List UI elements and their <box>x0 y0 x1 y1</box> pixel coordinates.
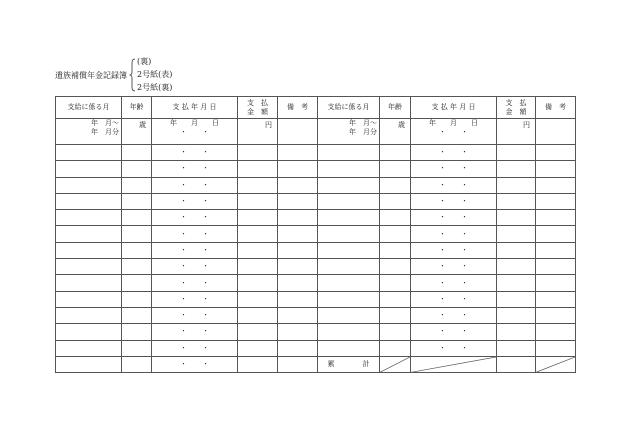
amount-cell <box>497 259 536 275</box>
age-cell <box>380 193 411 209</box>
age-cell <box>122 193 152 209</box>
age-cell <box>380 145 411 161</box>
date-dots <box>432 344 476 352</box>
month-cell <box>56 275 122 291</box>
date-cell <box>411 177 497 193</box>
dot: ・ <box>202 197 209 206</box>
pension-ledger-table <box>55 96 576 373</box>
amount-cell <box>238 177 278 193</box>
dot: ・ <box>202 343 209 352</box>
dot: ・ <box>439 213 446 222</box>
amount-cell <box>497 307 536 323</box>
dot: ・ <box>180 180 187 189</box>
amount-cell <box>497 356 536 372</box>
amount-cell <box>497 340 536 356</box>
month-cell <box>56 324 122 340</box>
dot: ・ <box>202 213 209 222</box>
date-cell <box>152 210 238 226</box>
age-cell <box>122 226 152 242</box>
date-cell <box>152 340 238 356</box>
notes-cell <box>536 193 576 209</box>
col-header-age: 年齢 <box>380 97 411 119</box>
age-cell <box>380 226 411 242</box>
date-dots <box>173 279 217 287</box>
notes-cell <box>278 193 318 209</box>
age-cell <box>122 177 152 193</box>
amount-cell <box>497 324 536 340</box>
dot: ・ <box>439 327 446 336</box>
notes-cell <box>278 161 318 177</box>
age-cell <box>380 119 411 145</box>
amount-cell <box>238 356 278 372</box>
dot: ・ <box>202 180 209 189</box>
dot: ・ <box>439 180 446 189</box>
amount-cell <box>238 210 278 226</box>
age-cell <box>122 307 152 323</box>
col-header-amount <box>238 97 278 119</box>
month-cell <box>318 193 380 209</box>
notes-cell <box>536 324 576 340</box>
date-cell <box>152 193 238 209</box>
date-dots <box>432 295 476 303</box>
date-cell <box>411 161 497 177</box>
amount-label-1: 支 払 <box>247 98 268 107</box>
table-row <box>56 177 576 193</box>
notes-cell <box>536 275 576 291</box>
date-dots <box>173 181 217 189</box>
total-row <box>56 356 576 372</box>
amount-cell <box>497 226 536 242</box>
dot: ・ <box>461 327 468 336</box>
date-dots <box>432 262 476 270</box>
col-header-month: 支給に係る月 <box>56 97 122 119</box>
date-dots <box>173 344 217 352</box>
date-dots <box>432 230 476 238</box>
col-header-date: 支 払 年 月 日 <box>152 97 238 119</box>
date-cell <box>152 324 238 340</box>
dot: ・ <box>439 245 446 254</box>
date-cell <box>152 161 238 177</box>
date-cell <box>411 340 497 356</box>
dot: ・ <box>439 128 446 136</box>
date-cell <box>411 210 497 226</box>
age-cell <box>380 307 411 323</box>
date-dots <box>173 311 217 319</box>
notes-cell <box>536 259 576 275</box>
dot: ・ <box>180 262 187 271</box>
notes-cell <box>536 145 576 161</box>
notes-cell <box>278 356 318 372</box>
date-cell <box>411 193 497 209</box>
date-dots <box>432 128 476 136</box>
month-cell <box>56 193 122 209</box>
date-cell <box>152 145 238 161</box>
dot: ・ <box>180 164 187 173</box>
dot: ・ <box>461 343 468 352</box>
amount-cell <box>238 119 278 145</box>
month-cell <box>56 356 122 372</box>
amount-cell <box>497 275 536 291</box>
notes-cell <box>278 210 318 226</box>
month-cell <box>56 340 122 356</box>
date-cell <box>411 119 497 145</box>
header-line-3: 2号紙(裏) <box>137 83 173 92</box>
age-cell <box>380 210 411 226</box>
date-dots <box>432 197 476 205</box>
dot: ・ <box>202 262 209 271</box>
notes-cell <box>536 242 576 258</box>
notes-cell <box>278 226 318 242</box>
dot: ・ <box>202 128 209 136</box>
date-cell <box>152 242 238 258</box>
dot: ・ <box>439 229 446 238</box>
dot: ・ <box>180 327 187 336</box>
date-cell <box>152 259 238 275</box>
notes-cell <box>278 307 318 323</box>
dot: ・ <box>202 245 209 254</box>
dot: ・ <box>461 245 468 254</box>
age-cell <box>380 259 411 275</box>
dot: ・ <box>439 148 446 157</box>
date-cell <box>411 259 497 275</box>
amount-cell <box>497 145 536 161</box>
header-line-2: 2号紙(表) <box>137 70 173 79</box>
col-header-month: 支給に係る月 <box>318 97 380 119</box>
dot: ・ <box>439 278 446 287</box>
diagonal-strike <box>380 357 410 372</box>
date-dots <box>173 128 217 136</box>
total-label: 累 計 <box>318 356 380 372</box>
month-cell <box>56 242 122 258</box>
month-cell <box>56 226 122 242</box>
age-cell <box>380 177 411 193</box>
table-row <box>56 226 576 242</box>
total-date-struck-cell <box>411 356 497 372</box>
amount-cell <box>497 242 536 258</box>
table-row <box>56 119 576 145</box>
header-row <box>56 97 576 119</box>
amount-cell <box>238 226 278 242</box>
date-cell <box>411 291 497 307</box>
notes-cell <box>536 291 576 307</box>
date-dots <box>432 246 476 254</box>
notes-cell <box>536 177 576 193</box>
notes-cell <box>278 259 318 275</box>
date-dots <box>173 230 217 238</box>
month-cell <box>318 324 380 340</box>
amount-cell <box>497 193 536 209</box>
dot: ・ <box>180 245 187 254</box>
notes-cell <box>536 119 576 145</box>
amount-label-2: 金 額 <box>505 107 527 116</box>
date-dots <box>432 164 476 172</box>
dot: ・ <box>439 262 446 271</box>
age-cell <box>380 275 411 291</box>
amount-cell <box>238 324 278 340</box>
month-cell <box>56 177 122 193</box>
table-row <box>56 210 576 226</box>
amount-cell <box>238 161 278 177</box>
dot: ・ <box>202 294 209 303</box>
date-cell <box>152 356 238 372</box>
dot: ・ <box>202 164 209 173</box>
dot: ・ <box>461 278 468 287</box>
notes-cell <box>278 177 318 193</box>
date-cell <box>411 242 497 258</box>
month-cell <box>318 226 380 242</box>
dot: ・ <box>180 294 187 303</box>
age-unit: 歳 <box>398 121 405 129</box>
table-row <box>56 275 576 291</box>
month-cell <box>318 119 380 145</box>
dot: ・ <box>180 229 187 238</box>
month-cell <box>56 307 122 323</box>
yen-unit: 円 <box>265 121 272 129</box>
dot: ・ <box>461 294 468 303</box>
date-dots <box>432 148 476 156</box>
date-dots <box>173 295 217 303</box>
month-cell <box>56 161 122 177</box>
col-header-age: 年齢 <box>122 97 152 119</box>
age-cell <box>122 340 152 356</box>
dot: ・ <box>461 180 468 189</box>
date-dots <box>173 246 217 254</box>
amount-label-1: 支 払 <box>505 98 527 107</box>
dot: ・ <box>180 343 187 352</box>
date-dots <box>432 327 476 335</box>
notes-cell <box>278 340 318 356</box>
dot: ・ <box>180 213 187 222</box>
dot: ・ <box>461 128 468 136</box>
age-cell <box>122 259 152 275</box>
month-from: 年 月～ <box>91 119 119 127</box>
month-cell <box>318 210 380 226</box>
date-units: 年 月 日 <box>429 119 478 127</box>
age-cell <box>122 275 152 291</box>
amount-cell <box>238 291 278 307</box>
month-cell <box>56 259 122 275</box>
dot: ・ <box>439 197 446 206</box>
date-dots <box>173 327 217 335</box>
dot: ・ <box>180 311 187 320</box>
age-cell <box>380 324 411 340</box>
age-unit: 歳 <box>139 121 146 129</box>
dot: ・ <box>461 262 468 271</box>
dot: ・ <box>202 229 209 238</box>
age-cell <box>380 242 411 258</box>
table-row <box>56 161 576 177</box>
total-age-struck-cell <box>380 356 411 372</box>
dot: ・ <box>180 148 187 157</box>
col-header-date: 支 払 年 月 日 <box>411 97 497 119</box>
col-header-notes: 備 考 <box>278 97 318 119</box>
date-cell <box>411 275 497 291</box>
notes-cell <box>278 242 318 258</box>
dot: ・ <box>439 164 446 173</box>
dot: ・ <box>202 327 209 336</box>
month-cell <box>318 242 380 258</box>
table-row <box>56 145 576 161</box>
dot: ・ <box>180 197 187 206</box>
notes-cell <box>278 145 318 161</box>
dot: ・ <box>202 360 209 368</box>
age-cell <box>122 324 152 340</box>
month-cell <box>318 291 380 307</box>
date-dots <box>173 360 217 368</box>
notes-cell <box>536 226 576 242</box>
notes-cell <box>536 340 576 356</box>
age-cell <box>380 161 411 177</box>
dot: ・ <box>180 278 187 287</box>
col-header-notes: 備 考 <box>536 97 576 119</box>
notes-cell <box>278 324 318 340</box>
month-cell <box>56 145 122 161</box>
date-cell <box>152 275 238 291</box>
dot: ・ <box>202 278 209 287</box>
age-cell <box>380 340 411 356</box>
month-from: 年 月～ <box>349 119 377 127</box>
date-dots <box>432 181 476 189</box>
month-cell <box>318 161 380 177</box>
amount-cell <box>238 340 278 356</box>
yen-unit: 円 <box>523 121 530 129</box>
dot: ・ <box>439 343 446 352</box>
dot: ・ <box>202 148 209 157</box>
amount-cell <box>238 145 278 161</box>
col-header-amount <box>497 97 536 119</box>
notes-cell <box>536 161 576 177</box>
month-cell <box>56 210 122 226</box>
notes-cell <box>278 119 318 145</box>
date-dots <box>173 164 217 172</box>
age-cell <box>122 119 152 145</box>
table-row <box>56 242 576 258</box>
date-dots <box>173 213 217 221</box>
month-cell <box>56 119 122 145</box>
dot: ・ <box>461 213 468 222</box>
date-units: 年 月 日 <box>170 119 219 127</box>
age-cell <box>122 161 152 177</box>
amount-cell <box>238 307 278 323</box>
amount-cell <box>238 275 278 291</box>
amount-cell <box>497 210 536 226</box>
date-dots <box>173 148 217 156</box>
dot: ・ <box>461 311 468 320</box>
dot: ・ <box>461 148 468 157</box>
table-row <box>56 259 576 275</box>
dot: ・ <box>180 360 187 368</box>
dot: ・ <box>439 311 446 320</box>
date-cell <box>152 119 238 145</box>
month-cell <box>318 177 380 193</box>
date-dots <box>432 279 476 287</box>
amount-cell <box>497 161 536 177</box>
date-dots <box>432 213 476 221</box>
date-dots <box>173 197 217 205</box>
age-cell <box>122 210 152 226</box>
date-dots <box>432 311 476 319</box>
date-cell <box>152 177 238 193</box>
amount-cell <box>497 177 536 193</box>
notes-cell <box>278 291 318 307</box>
date-cell <box>152 226 238 242</box>
age-cell <box>380 291 411 307</box>
age-cell <box>122 356 152 372</box>
age-cell <box>122 242 152 258</box>
amount-cell <box>238 193 278 209</box>
amount-cell <box>497 291 536 307</box>
age-cell <box>122 145 152 161</box>
header-line-1: (裏) <box>137 57 152 66</box>
notes-cell <box>536 210 576 226</box>
date-cell <box>152 291 238 307</box>
notes-cell <box>278 275 318 291</box>
diagonal-strike <box>411 357 496 372</box>
table-row <box>56 340 576 356</box>
month-to: 年 月分 <box>349 128 377 136</box>
dot: ・ <box>461 229 468 238</box>
dot: ・ <box>461 164 468 173</box>
month-cell <box>318 307 380 323</box>
month-cell <box>318 259 380 275</box>
diagonal-strike <box>536 357 575 372</box>
dot: ・ <box>461 197 468 206</box>
month-cell <box>318 145 380 161</box>
table-row <box>56 193 576 209</box>
date-cell <box>411 226 497 242</box>
date-cell <box>411 324 497 340</box>
date-cell <box>411 145 497 161</box>
notes-cell <box>536 307 576 323</box>
date-dots <box>173 262 217 270</box>
month-cell <box>318 340 380 356</box>
amount-cell <box>238 242 278 258</box>
brace-icon <box>129 58 136 92</box>
table-row <box>56 307 576 323</box>
date-cell <box>152 307 238 323</box>
date-cell <box>411 307 497 323</box>
dot: ・ <box>180 128 187 136</box>
amount-cell <box>238 259 278 275</box>
table-row <box>56 324 576 340</box>
table-row <box>56 291 576 307</box>
dot: ・ <box>202 311 209 320</box>
amount-label-2: 金 額 <box>247 107 268 116</box>
amount-cell <box>497 119 536 145</box>
month-cell <box>318 275 380 291</box>
age-cell <box>122 291 152 307</box>
total-notes-struck-cell <box>536 356 576 372</box>
dot: ・ <box>439 294 446 303</box>
month-to: 年 月分 <box>91 128 119 136</box>
month-cell <box>56 291 122 307</box>
record-title: 遺族補償年金記録簿 <box>55 71 127 80</box>
